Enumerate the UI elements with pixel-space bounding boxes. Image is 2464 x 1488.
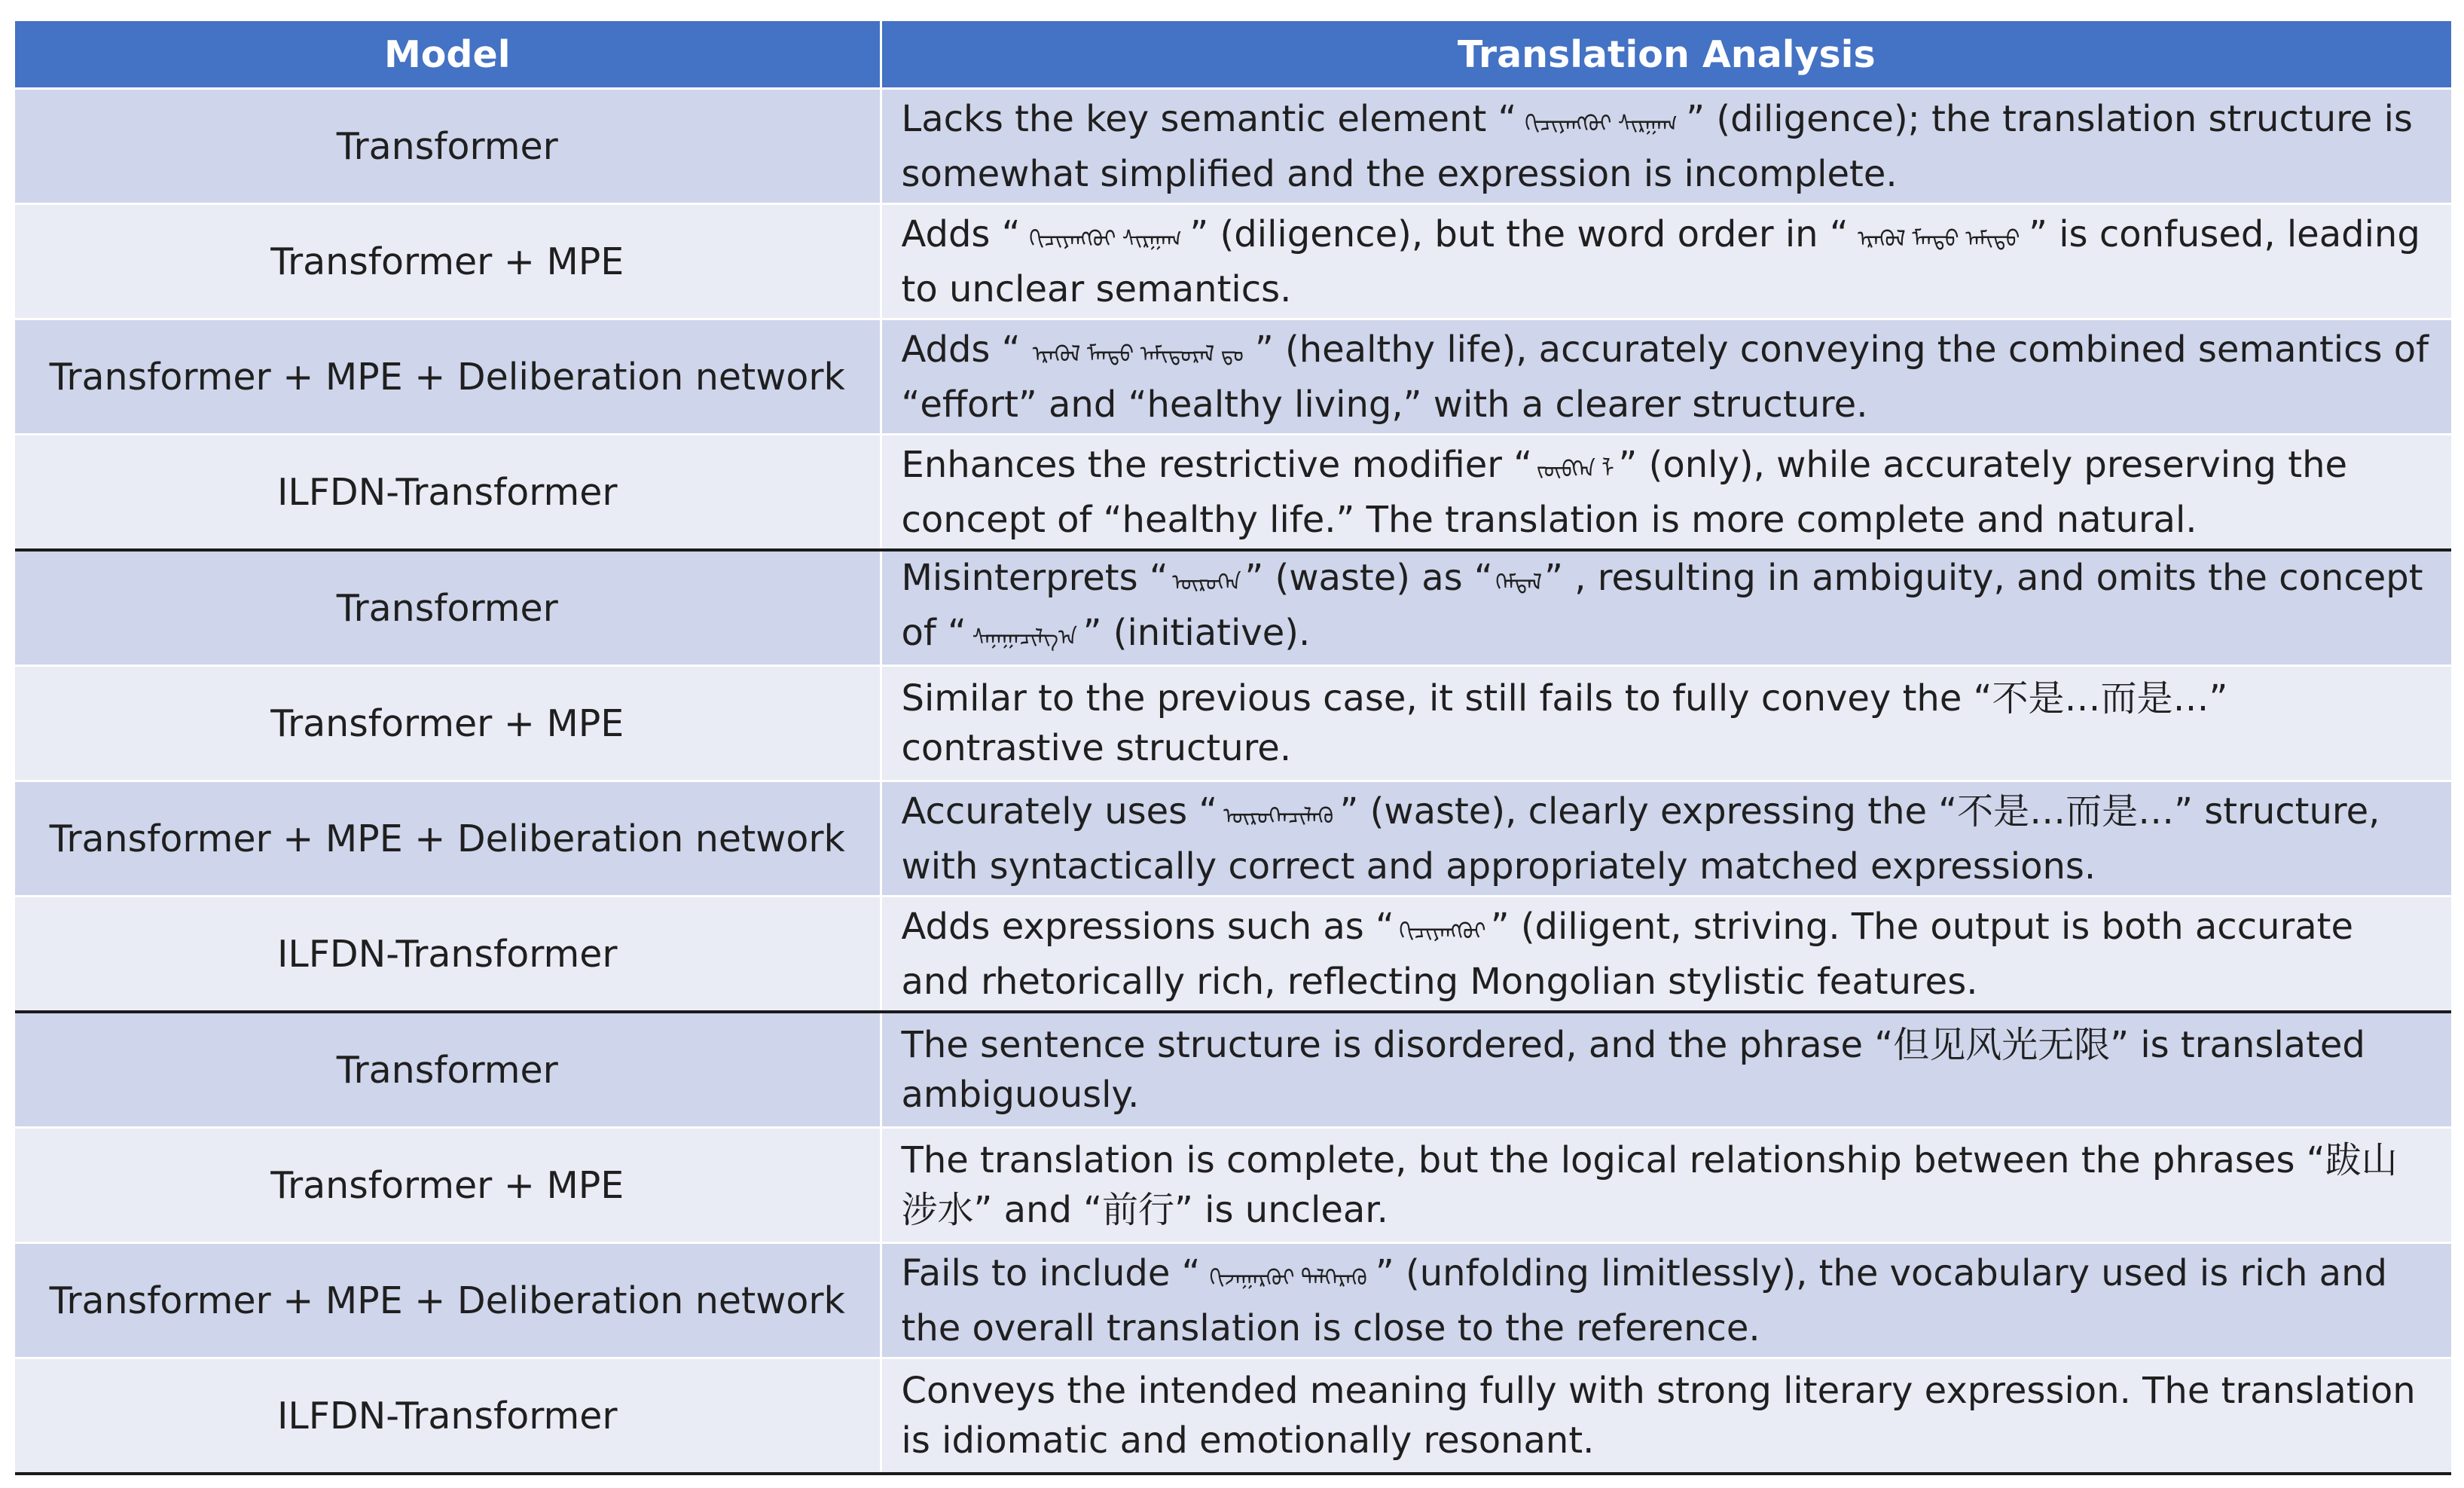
mongolian-term: ᠬᠢᠴᠢᠶᠡᠩᠭᠦᠢ ᠰᠢᠷᠭᠠᠭ <box>1525 110 1678 137</box>
model-cell: Transformer + MPE + Deliberation network <box>15 781 881 897</box>
model-cell: ILFDN-Transformer <box>15 897 881 1013</box>
analysis-text: The sentence structure is disordered, and the phrase “但见风光无限” is translated ambiguously. <box>901 1024 2365 1116</box>
analysis-text: ” (diligence), but the word order in “ <box>1189 212 1849 255</box>
analysis-text: ” (waste), clearly expressing the “不是…而是…” structure, with syntactically correct and appropriately matched expressions. <box>901 790 2380 888</box>
model-cell: ILFDN-Transformer <box>15 1358 881 1473</box>
analysis-text: Lacks the key semantic element “ <box>901 97 1517 140</box>
mongolian-term: ᠬᠢᠴᠢᠶᠡᠩᠭᠦᠢ <box>1399 918 1486 945</box>
analysis-text: Accurately uses “ <box>901 790 1218 833</box>
table-row <box>15 89 2451 204</box>
analysis-text: Fails to include “ <box>901 1251 1201 1294</box>
mongolian-term: ᠦᠷᠦᠭᠡᠨ <box>1171 570 1241 596</box>
table-row <box>15 550 2451 666</box>
analysis-cell <box>881 319 2451 435</box>
mongolian-term: ᠦᠷᠦᠭᠡᠨᠴᠢᠯᠡᠬᠦ <box>1223 802 1334 830</box>
header-model: Model <box>15 21 881 89</box>
analysis-text: ” (diligence); the translation structure is somewhat simplified and the expression is incomplete. <box>901 97 2413 195</box>
table-row <box>15 781 2451 897</box>
mongolian-term: ᠭᠡᠮᠳᠡᠯ <box>1495 570 1542 596</box>
table-row <box>15 1012 2451 1128</box>
model-cell: Transformer + MPE <box>15 666 881 781</box>
analysis-text: Conveys the intended meaning fully with strong literary expression. The translation is idiomatic and emotionally resonant. <box>901 1370 2416 1462</box>
analysis-text: ” (unfolding limitlessly), the vocabulary used is rich and the overall translation is close to the reference. <box>901 1251 2387 1349</box>
analysis-cell <box>881 1243 2451 1358</box>
table-body <box>15 89 2451 1473</box>
analysis-text: ” (diligent, striving. The output is both accurate and rhetorically rich, reflecting Mongolian stylistic features. <box>901 905 2353 1003</box>
model-cell: Transformer + MPE + Deliberation network <box>15 1243 881 1358</box>
table-row <box>15 1358 2451 1473</box>
analysis-cell <box>881 1012 2451 1128</box>
model-cell: Transformer <box>15 89 881 204</box>
mongolian-term: ᠡᠷᠡᠭᠦᠯ ᠮᠡᠨᠳᠦ ᠠᠮᠢᠳᠤ <box>1857 225 2020 252</box>
analysis-text: Misinterprets “ <box>901 557 1168 599</box>
table-header-row <box>15 21 2451 89</box>
mongolian-term: ᠰᠠᠨᠠᠭᠠᠴᠢᠯᠭ᠎ᠠ <box>972 625 1077 651</box>
model-cell: Transformer <box>15 550 881 666</box>
table-row <box>15 897 2451 1013</box>
table-row <box>15 1128 2451 1243</box>
analysis-text: ” is confused, leading to unclear semantics. <box>901 212 2420 310</box>
model-cell: Transformer + MPE <box>15 1128 881 1243</box>
mongolian-term: ᠬᠢᠵᠠᠭᠠᠷᠭᠦᠢ ᠳᠡᠯᠭᠡᠷᠡᠬᠦ <box>1209 1264 1367 1291</box>
analysis-text: Adds expressions such as “ <box>901 905 1394 948</box>
table-row <box>15 1243 2451 1358</box>
analysis-cell <box>881 666 2451 781</box>
analysis-text: ” , resulting in ambiguity, and omits the concept of “ <box>901 557 2423 654</box>
model-cell: ILFDN-Transformer <box>15 435 881 551</box>
analysis-text: ” (initiative). <box>1082 612 1311 654</box>
model-cell: Transformer <box>15 1012 881 1128</box>
analysis-cell <box>881 1358 2451 1473</box>
analysis-cell <box>881 204 2451 319</box>
analysis-text: ” (only), while accurately preserving the concept of “healthy life.” The translation is more complete and natural. <box>901 443 2348 541</box>
mongolian-term: ᠵᠥᠪᠬᠡᠨ ᠯ <box>1536 456 1614 483</box>
analysis-cell <box>881 550 2451 666</box>
analysis-text: Adds “ <box>901 328 1021 371</box>
table-row <box>15 666 2451 781</box>
mongolian-term: ᠬᠢᠴᠢᠶᠡᠩᠭᠦᠢ ᠰᠢᠷᠭᠠᠭ <box>1028 225 1182 252</box>
table-row <box>15 435 2451 551</box>
translation-analysis-table <box>15 21 2451 1472</box>
analysis-cell <box>881 435 2451 551</box>
table-row <box>15 319 2451 435</box>
analysis-text: Enhances the restrictive modifier “ <box>901 443 1533 486</box>
analysis-text: The translation is complete, but the logical relationship between the phrases “跋山涉水” and “前行” is unclear. <box>901 1139 2398 1231</box>
table-row <box>15 204 2451 319</box>
analysis-text: Similar to the previous case, it still fails to fully convey the “不是…而是…” contrastive structure. <box>901 677 2228 769</box>
analysis-text: ” (waste) as “ <box>1244 557 1493 599</box>
analysis-cell <box>881 781 2451 897</box>
analysis-cell <box>881 1128 2451 1243</box>
analysis-cell <box>881 89 2451 204</box>
analysis-cell <box>881 897 2451 1013</box>
bottom-rule <box>15 1472 2451 1475</box>
analysis-text: Adds “ <box>901 212 1021 255</box>
header-translation-analysis: Translation Analysis <box>881 21 2451 89</box>
analysis-text: ” (healthy life), accurately conveying the combined semantics of “effort” and “healthy living,” with a clearer structure. <box>901 328 2429 426</box>
model-cell: Transformer + MPE <box>15 204 881 319</box>
mongolian-term: ᠡᠷᠡᠭᠦᠯ ᠮᠡᠨᠳᠦ ᠠᠮᠢᠳᠤᠷᠠᠯ ᠳᠤ <box>1032 341 1244 368</box>
model-cell: Transformer + MPE + Deliberation network <box>15 319 881 435</box>
